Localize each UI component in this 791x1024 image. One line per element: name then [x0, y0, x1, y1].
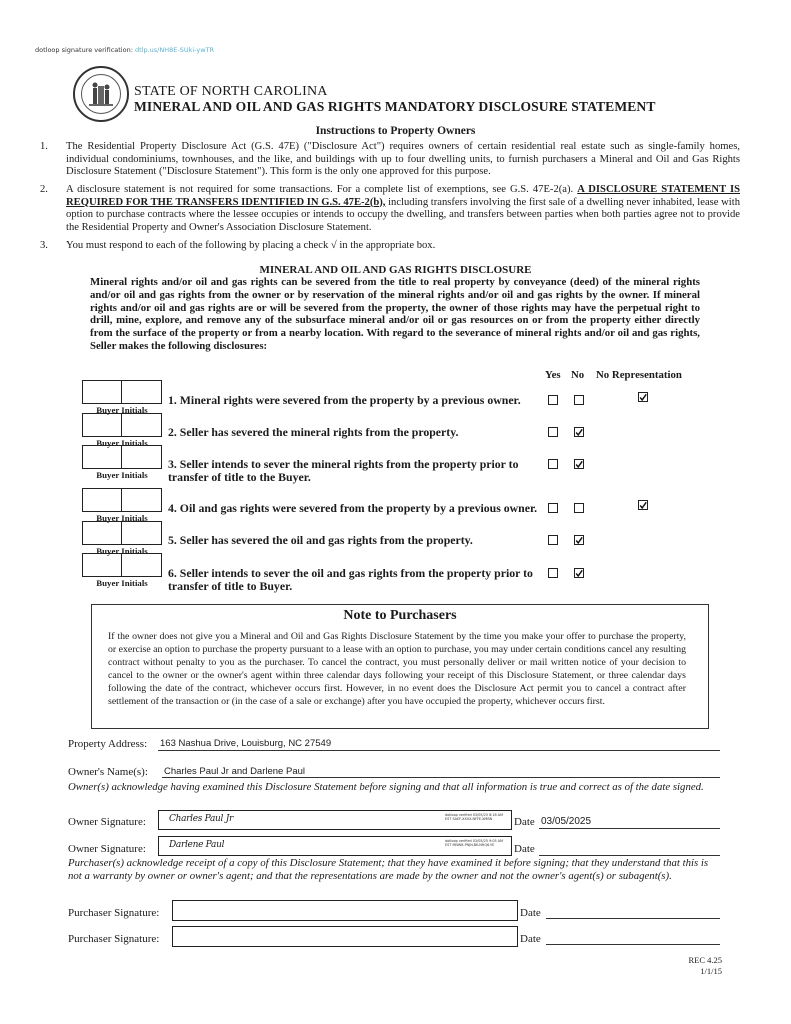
initials-label: Buyer Initials: [96, 578, 148, 588]
form-code: REC 4.25: [688, 955, 722, 965]
initials-label: Buyer Initials: [96, 438, 148, 448]
instruction-item-2: [40, 184, 740, 234]
purchaser-signature-field-1[interactable]: [172, 900, 518, 921]
q4-yes-checkbox[interactable]: [548, 503, 558, 513]
q3-yes-checkbox[interactable]: [548, 459, 558, 469]
owner-names-field[interactable]: Charles Paul Jr and Darlene Paul: [164, 766, 305, 777]
item-number: 1.: [40, 141, 48, 152]
property-address-field[interactable]: 163 Nashua Drive, Louisburg, NC 27549: [160, 738, 332, 749]
property-address-label: Property Address:: [68, 738, 148, 750]
checkmark-icon: [575, 428, 583, 437]
q4-no-rep-checkbox[interactable]: [638, 500, 648, 510]
q1-no-rep-checkbox[interactable]: [638, 392, 648, 402]
state-seal-icon: [73, 66, 129, 122]
checkmark-icon: [575, 460, 583, 469]
purchaser-acknowledgement: Purchaser(s) acknowledge receipt of a copy of this Disclosure Statement; that they have examined it before signing; that they understand that this is not a warranty by owner or owner's agent; and that the representations are made by the owner and not the owner's agent(s) or subagent(s).: [68, 857, 709, 882]
verification-link[interactable]: dtlp.us/NH8E-SUki-ywTR: [134, 46, 215, 54]
item-number: 3.: [40, 240, 48, 251]
col-no: No: [571, 369, 585, 381]
signature-text: Darlene Paul: [169, 840, 225, 850]
initials-boxes[interactable]: [82, 413, 162, 437]
initials-label: Buyer Initials: [96, 405, 148, 415]
q2-yes-checkbox[interactable]: [548, 427, 558, 437]
purchaser-date-label-1: Date: [520, 907, 541, 919]
owners-underline: [162, 777, 720, 778]
question-2: 2. Seller has severed the mineral rights from the property.: [168, 425, 459, 439]
state-title: STATE OF NORTH CAROLINA: [134, 84, 328, 99]
question-5: 5. Seller has severed the oil and gas rights from the property.: [168, 533, 473, 547]
initials-label: Buyer Initials: [96, 546, 148, 556]
buyer-initials-2[interactable]: [82, 413, 162, 448]
signature-verification: [35, 46, 214, 54]
item-number: 2.: [40, 184, 48, 195]
disclosure-paragraph: Mineral rights and/or oil and gas rights can be severed from the title to real property by conveyance (deed) of the mineral rights and/or oil and gas rights from the owner or by reservation of the mineral rights and/or oil and gas rights by the owner. If mineral rights and/or oil and gas rights are or will be severed from the property, the owner of those rights may have the perpetual right to drill, mine, explore, and remove any of the subsurface mineral and/or oil or gas resources on or from the property either directly from the surface of the property or from a nearby location. With regard to the severance of mineral rights and/or oil and gas rights, Seller makes the following disclosures:: [90, 276, 700, 352]
checkmark-icon: [639, 501, 647, 510]
instruction-item-1: [40, 141, 740, 179]
buyer-initials-3[interactable]: [82, 445, 162, 480]
note-title: Note to Purchasers: [343, 608, 457, 623]
q2-no-checkbox[interactable]: [574, 427, 584, 437]
purchaser-signature-label-1: Purchaser Signature:: [68, 907, 160, 919]
owner-date-field-1[interactable]: 03/05/2025: [541, 816, 592, 827]
date-underline: [539, 828, 720, 829]
form-date: 1/1/15: [700, 966, 722, 976]
item-text-after: including transfers involving the first sale of a dwelling never inhabited, lease with option to purchase contracts where the lessee occupies or intends to occupy the dwelling, and transfers between parties when both parties agree not to provide the Residential Property and Owner's Association Disclosure Statement.: [66, 196, 740, 233]
col-no-representation: No Representation: [596, 369, 682, 381]
item-text: The Residential Property Disclosure Act (G.S. 47E) ("Disclosure Act") requires owners of certain residential real estate such as single-family homes, individual condominiums, townhouses, and the like, and buildings with up to four dwelling units, to furnish purchasers a Mineral and Oil and Gas Rights Disclosure Statement ("Disclosure Statement"). This form is the only one approved for this purpose.: [66, 141, 740, 178]
item-text-emphasis: A DISCLOSURE STATEMENT IS REQUIRED FOR THE TRANSFERS IDENTIFIED IN G.S. 47E-2(b),: [66, 184, 740, 208]
question-4: 4. Oil and gas rights were severed from the property by a previous owner.: [168, 501, 538, 515]
instruction-item-3: [40, 240, 740, 253]
col-yes: Yes: [545, 369, 561, 381]
owner-signature-field-2[interactable]: [158, 836, 512, 856]
initials-label: Buyer Initials: [96, 513, 148, 523]
initials-boxes[interactable]: [82, 553, 162, 577]
purchaser-signature-field-2[interactable]: [172, 926, 518, 947]
form-title: MINERAL AND OIL AND GAS RIGHTS MANDATORY DISCLOSURE STATEMENT: [134, 99, 656, 114]
owner-acknowledgement: Owner(s) acknowledge having examined this Disclosure Statement before signing and that all information is true and correct as of the date signed.: [68, 781, 704, 793]
checkmark-icon: [575, 569, 583, 578]
item-text-before: A disclosure statement is not required for some transactions. For a complete list of exemptions, see G.S. 47E-2(a).: [66, 184, 578, 195]
q1-yes-checkbox[interactable]: [548, 395, 558, 405]
owner-names-label: Owner's Name(s):: [68, 766, 148, 778]
checkmark-icon: [639, 393, 647, 402]
buyer-initials-1[interactable]: [82, 380, 162, 415]
note-to-purchasers: [91, 604, 709, 729]
date-underline: [539, 855, 720, 856]
buyer-initials-6[interactable]: [82, 553, 162, 588]
initials-label: Buyer Initials: [96, 470, 148, 480]
note-body: If the owner does not give you a Mineral and Oil and Gas Rights Disclosure Statement by the time you make your offer to purchase the property, or exercise an option to purchase the property pursuant to a lease with an option to purchase, you may under certain conditions cancel any resulting contract without penalty to you as the purchaser. To cancel the contract, you must personally deliver or mail written notice of your decision to cancel to the owner or the owner's agent within three calendar days following your receipt of this Disclosure Statement, or three calendar days following the date of the contract, whichever occurs first. However, in no event does the Disclosure Act permit you to cancel a contract after settlement of the transaction or (in the case of a sale or exchange) after you have occupied the property, whichever occurs first.: [108, 631, 686, 707]
instructions-heading: Instructions to Property Owners: [315, 125, 476, 137]
q6-no-checkbox[interactable]: [574, 568, 584, 578]
question-3: 3. Seller intends to sever the mineral rights from the property prior to transfer of title to the Buyer.: [168, 457, 519, 484]
dotloop-verified-stamp: dotloop verified 03/05/25 8:18 AM EST SAEF-XXXX-NFFE-XMBN: [445, 813, 504, 821]
date-underline: [546, 918, 720, 919]
dotloop-verified-stamp: dotloop verified 03/05/25 9:05 AM EST MNW8-PNJN-BK-NHQ6-YE: [445, 839, 504, 847]
initials-boxes[interactable]: [82, 445, 162, 469]
q3-no-checkbox[interactable]: [574, 459, 584, 469]
question-6: 6. Seller intends to sever the oil and gas rights from the property prior to transfer of title to Buyer.: [168, 566, 533, 593]
initials-boxes[interactable]: [82, 380, 162, 404]
owner-signature-field-1[interactable]: [158, 810, 512, 830]
date-underline: [546, 944, 720, 945]
item-text: [66, 184, 740, 234]
purchaser-date-label-2: Date: [520, 933, 541, 945]
owner-signature-label-2: Owner Signature:: [68, 843, 146, 855]
q1-no-checkbox[interactable]: [574, 395, 584, 405]
initials-boxes[interactable]: [82, 521, 162, 545]
q5-no-checkbox[interactable]: [574, 535, 584, 545]
verification-label: dotloop signature verification:: [35, 46, 133, 54]
owner-date-label-1: Date: [514, 816, 535, 828]
q5-yes-checkbox[interactable]: [548, 535, 558, 545]
item-text: You must respond to each of the following by placing a check √ in the appropriate box.: [66, 240, 436, 251]
checkmark-icon: [575, 536, 583, 545]
q6-yes-checkbox[interactable]: [548, 568, 558, 578]
buyer-initials-4[interactable]: [82, 488, 162, 523]
question-1: 1. Mineral rights were severed from the property by a previous owner.: [168, 393, 521, 407]
purchaser-signature-label-2: Purchaser Signature:: [68, 933, 160, 945]
owner-date-label-2: Date: [514, 843, 535, 855]
disclosure-heading: MINERAL AND OIL AND GAS RIGHTS DISCLOSURE: [259, 264, 532, 276]
q4-no-checkbox[interactable]: [574, 503, 584, 513]
initials-boxes[interactable]: [82, 488, 162, 512]
buyer-initials-5[interactable]: [82, 521, 162, 556]
owner-signature-label-1: Owner Signature:: [68, 816, 146, 828]
address-underline: [158, 750, 720, 751]
signature-text: Charles Paul Jr: [169, 814, 233, 824]
